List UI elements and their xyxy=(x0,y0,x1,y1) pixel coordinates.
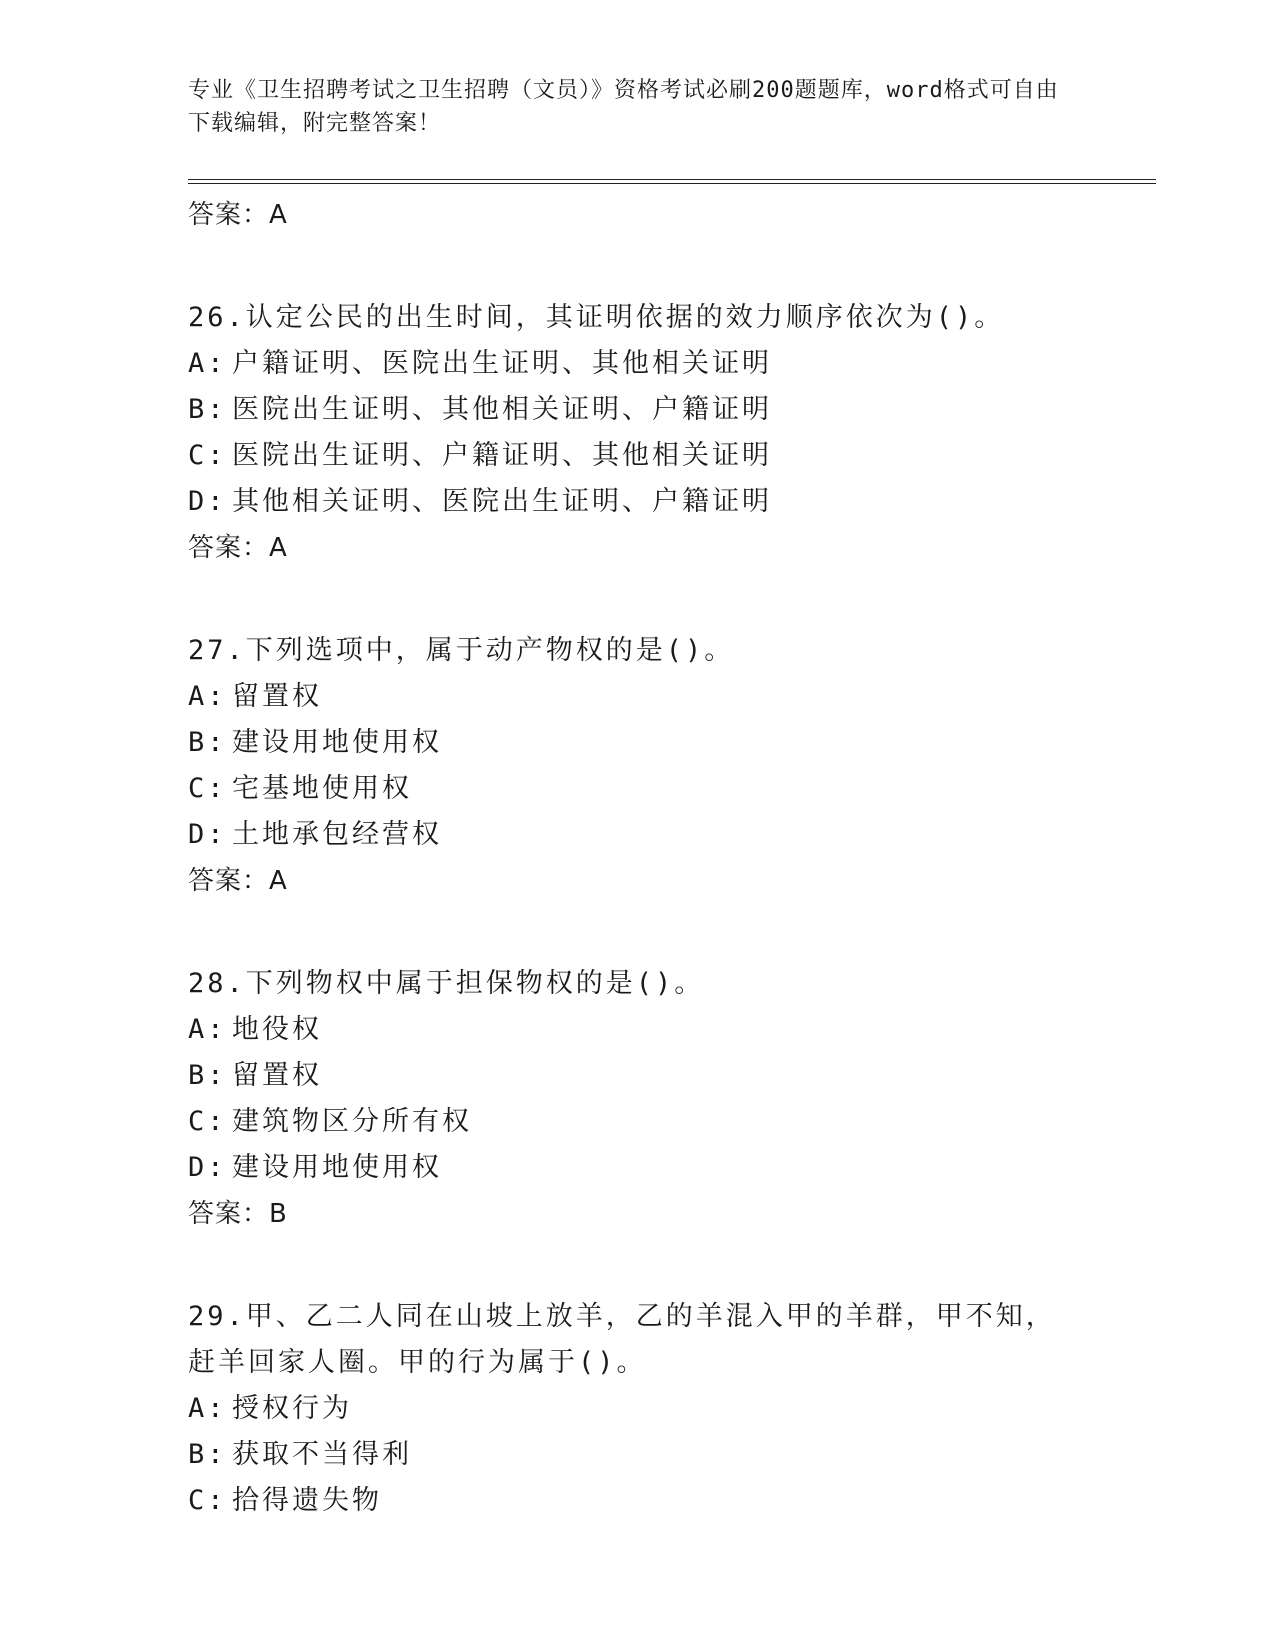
document-header: 专业《卫生招聘考试之卫生招聘（文员）》资格考试必刷200题题库，word格式可自由下载编辑，附完整答案！ xyxy=(188,78,1059,136)
option-key: B: xyxy=(188,394,227,425)
option-text: 留置权 xyxy=(232,681,322,712)
option-c xyxy=(188,766,1148,812)
option-key: B: xyxy=(188,1060,227,1091)
question-27 xyxy=(188,628,1148,904)
option-key: A: xyxy=(188,1393,227,1424)
question-list xyxy=(188,192,1148,1524)
option-d xyxy=(188,1145,1148,1191)
option-text: 其他相关证明、医院出生证明、户籍证明 xyxy=(232,486,772,517)
header-rule-top xyxy=(188,179,1156,180)
option-text: 获取不当得利 xyxy=(232,1439,412,1470)
option-b xyxy=(188,387,1148,433)
option-key: D: xyxy=(188,1152,227,1183)
option-text: 建设用地使用权 xyxy=(232,1152,442,1183)
question-26 xyxy=(188,295,1148,571)
option-a xyxy=(188,674,1148,720)
header-rule-bottom xyxy=(188,183,1156,184)
option-key: D: xyxy=(188,819,227,850)
question-stem: 29.甲、乙二人同在山坡上放羊，乙的羊混入甲的羊群，甲不知，赶羊回家人圈。甲的行为属于()。 xyxy=(188,1301,1056,1378)
question-28 xyxy=(188,961,1148,1237)
option-key: A: xyxy=(188,1014,227,1045)
option-text: 医院出生证明、其他相关证明、户籍证明 xyxy=(232,394,772,425)
option-b xyxy=(188,1053,1148,1099)
option-key: B: xyxy=(188,1439,227,1470)
option-text: 土地承包经营权 xyxy=(232,819,442,850)
option-text: 医院出生证明、户籍证明、其他相关证明 xyxy=(232,440,772,471)
option-text: 拾得遗失物 xyxy=(232,1485,382,1516)
option-b xyxy=(188,720,1148,766)
option-key: D: xyxy=(188,486,227,517)
question-stem: 27.下列选项中，属于动产物权的是()。 xyxy=(188,635,735,666)
option-c xyxy=(188,1099,1148,1145)
option-c xyxy=(188,433,1148,479)
option-d xyxy=(188,479,1148,525)
question-29 xyxy=(188,1294,1148,1524)
option-b xyxy=(188,1432,1148,1478)
option-c xyxy=(188,1478,1148,1524)
option-a xyxy=(188,1386,1148,1432)
answer-line: 答案：B xyxy=(188,1199,288,1229)
option-a xyxy=(188,341,1148,387)
option-text: 留置权 xyxy=(232,1060,322,1091)
answer-line: 答案：A xyxy=(188,866,288,896)
option-text: 宅基地使用权 xyxy=(232,773,412,804)
option-key: B: xyxy=(188,727,227,758)
option-text: 户籍证明、医院出生证明、其他相关证明 xyxy=(232,348,772,379)
answer-line: 答案：A xyxy=(188,533,288,563)
question-stem: 28.下列物权中属于担保物权的是()。 xyxy=(188,968,705,999)
option-text: 建设用地使用权 xyxy=(232,727,442,758)
previous-answer: 答案：A xyxy=(188,200,288,230)
option-key: C: xyxy=(188,440,227,471)
option-d xyxy=(188,812,1148,858)
option-key: A: xyxy=(188,681,227,712)
option-key: C: xyxy=(188,1106,227,1137)
option-text: 建筑物区分所有权 xyxy=(232,1106,472,1137)
question-stem: 26.认定公民的出生时间，其证明依据的效力顺序依次为()。 xyxy=(188,302,1005,333)
option-key: A: xyxy=(188,348,227,379)
option-a xyxy=(188,1007,1148,1053)
option-text: 地役权 xyxy=(232,1014,322,1045)
option-key: C: xyxy=(188,773,227,804)
option-text: 授权行为 xyxy=(232,1393,352,1424)
option-key: C: xyxy=(188,1485,227,1516)
